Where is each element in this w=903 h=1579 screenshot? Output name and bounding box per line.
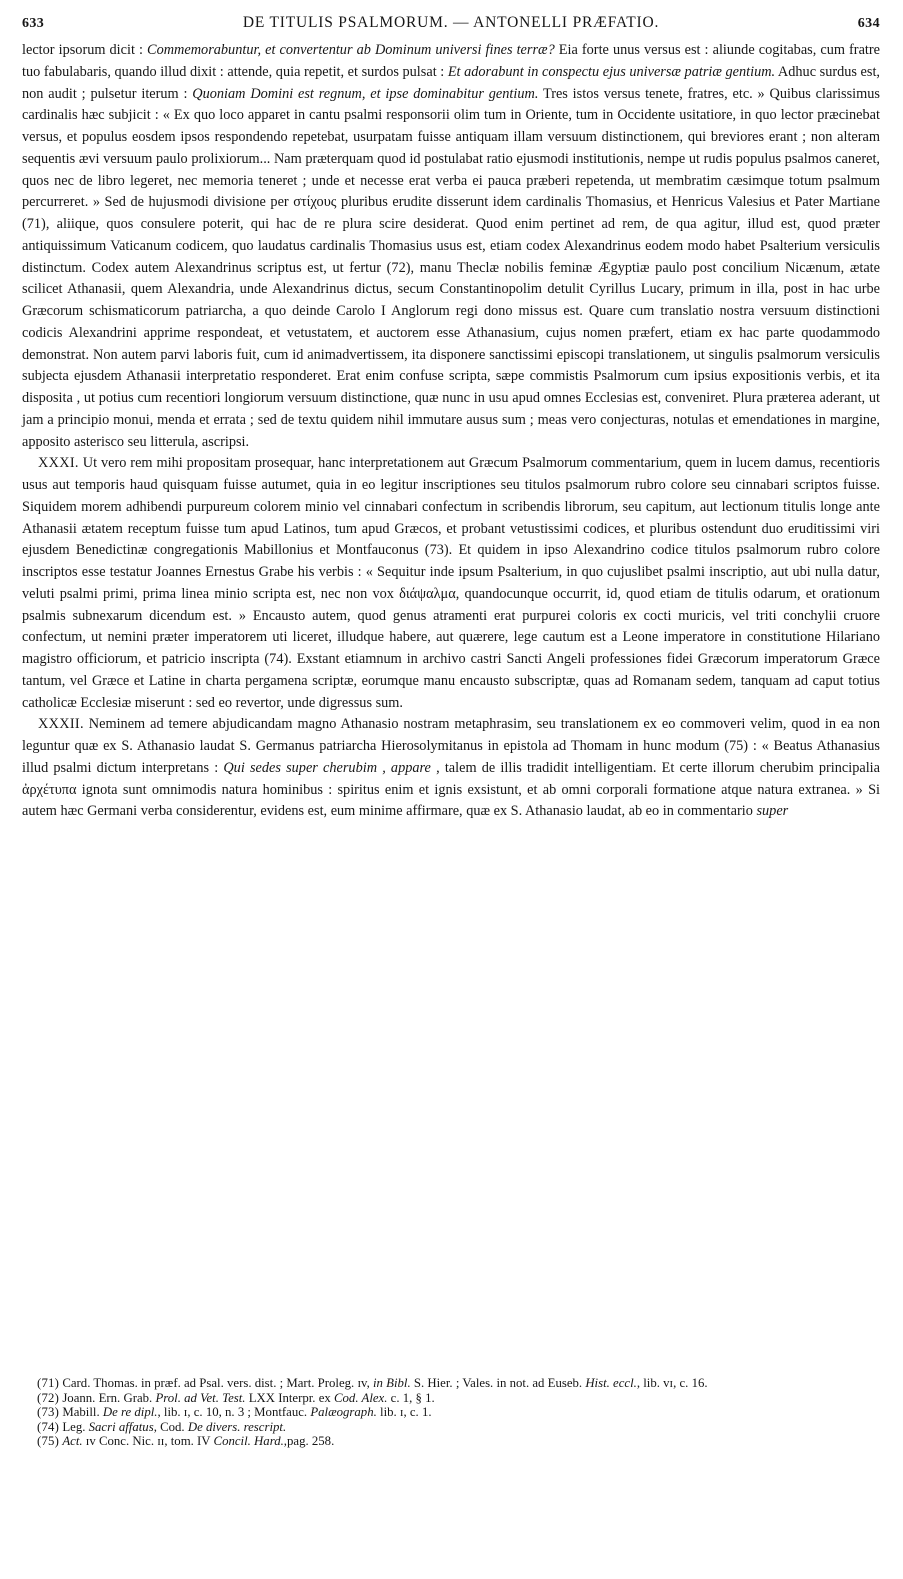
italic-title: Palæograph.: [310, 1405, 377, 1420]
footnote-number: (73): [37, 1405, 60, 1420]
footnote-number: (75): [37, 1434, 60, 1449]
italic-title: in Bibl.: [372, 1376, 411, 1390]
italic-quotation: Quoniam Domini est regnum, et ipse dominabitur gentium.: [192, 85, 539, 102]
text-run: Ut vero rem mihi propositam prosequar, hanc interpretationem aut Græcum Psalmorum commentarium, quem in lucem damus, recentioris usus aut temporis haud quisquam fuisse autumet, quia in eo legitur inscriptiones seu titulos psalmorum rubro colore seu cinnabari scriptos fuisse. Siquidem morem adhibendi purpureum colorem minio vel cinnabari confectum in scribendis librorum, seu capitum, aut lectionum titulis longe ante Athanasii ætatem receptum fuisse tum apud Latinos, tum apud Græcos, et probant vetustissimi codices, et pluribus ostendunt duo eruditissimi viri ejusdem Benedictinæ congregationis Mabillonius et Montfauconus (73). Et quidem in ipso Alexandrino codice titulos psalmorum rubro colore inscriptos esse testatur Joannes Ernestus Grabe his verbis : « Sequitur inde ipsum Psalterium, in quo cujuslibet psalmi inscriptio, aut ubi nulla datur, veluti psalmi primi, prima linea minio scripta est, nec non vox διάψαλμα, quandocunque occurrit, id, quod etiam de titulis odarum, et orationum psalmis subnexarum dicendum est. » Encausto autem, quod genus atramenti erat purpurei coloris ex cocti muricis, vel triti conchylii cruore confectum, ut nemini præter imperatorem uti liceret, illudque habere, aut quærere, lege cautum est a Leone imperatore in constitutione Hilariano magistro officiorum, et patricio inscripta (74). Exstant etiamnum in archivo castri Sancti Angeli professiones fidei Græcorum imperatorum Græce tantum, vel Græce et Latine in charta pergamena scriptæ, eorumque manu encausto subscriptæ, quas ad Romanam sedem, tanquam ad caput totius catholicæ Ecclesiæ miserunt : sed eo revertor, unde digressus sum.: [22, 455, 880, 711]
italic-title: De re dipl.: [102, 1405, 158, 1420]
footnotes: [22, 1376, 880, 1449]
text-run: Tres istos versus tenete, fratres, etc. » Quibus clarissimus cardinalis hæc subjicit : « Ex quo loco apparet in cantu psalmi responsorii olim tum in Oriente, tum in Occidente usitatiore, in quo lector præcinebat versus, et populus eosdem ipsos respondendo repetebat, usurpatam fuisse antiquam illam versuum distinctionem, qui breviores erant ; non alteram sequentis ævi versuum paulo prolixiorum... Nam præterquam quod id postulabat ratio ejusmodi institutionis, nempe ut rudis populus psalmos caneret, quos nec de libro legeret, nec memoria teneret ; unde et necesse erat verba ei pauca præberi repetenda, ut membratim cæsimque totum psalmum percurreret. » Sed de hujusmodi divisione per στίχους pluribus erudite disserunt idem cardinalis Thomasius, et Henricus Valesius et Pater Martiane (71), aliique, quos consulere poterit, qui hac de re plura scire desiderat. Quod enim pertinet ad rem, de qua agitur, illud est, quod præter antiquissimum Vaticanum codicem, quo laudatus cardinalis Thomasius usus est, etiam codex Alexandrinus eodem modo habet Psalterium versiculis distinctum. Codex autem Alexandrinus scriptus est, ut fertur (72), manu Theclæ nobilis feminæ Ægyptiæ paulo post concilium Nicænum, ætate scilicet Athanasii, quem Alexandria, unde Alexandrinus dictus, secum Constantinopolim detulit Cyrillus Lucary, primum in illa, post in hac urbe Græcorum schismaticorum patriarcha, a quo deinde Carolo I Anglorum regi dono missus est. Quare cum translatio nostra versuum distinctioni codicis Alexandrini apprime respondeat, et vetustatem, et auctorem esse Athanasium, cujus nomen præfert, etiam ex hac parte quodammodo demonstrat. Non autem parvi laboris fuit, cum id animadvertissem, ita disponere sanctissimi episcopi translationem, ut singulis psalmorum versiculis subjecta ejusdem Athanasii interpretatio responderet. Erat enim confuse scripta, sæpe commistis Psalmorum cum ipsius expositionis verbis, et ita disposita , ut potius cum recentiori longiorum versuum distinctione, quæ nunc in usu apud omnes Ecclesias est, conveniret. Plura præterea aderant, ut jam a principio monui, menda et errata ; sed de textu quidem nihil immutare ausus sum ; meas vero conjecturas, notulas et emendationes in margine, apposito asterisco seu litterula, ascripsi.: [22, 85, 880, 450]
footnote-number: (74): [37, 1419, 60, 1434]
text-run: Joann. Ern. Grab.: [62, 1390, 156, 1405]
text-run: ɪv Conc. Nic. ɪɪ, tom. IV: [82, 1434, 214, 1449]
text-run: Mabill.: [62, 1405, 103, 1420]
italic-title: Hist. eccl.: [585, 1376, 637, 1390]
italic-title: Act.: [62, 1434, 83, 1449]
section-number: XXXII.: [38, 716, 84, 733]
footnote-72: [22, 1391, 880, 1406]
italic-title: Prol. ad Vet. Test.: [155, 1390, 246, 1405]
italic-title: Sacri affatus: [88, 1419, 154, 1434]
italic-quotation: Et adorabunt in conspectu ejus universæ patriæ gentium.: [447, 63, 776, 80]
running-title: DE TITULIS PSALMORUM. — ANTONELLI PRÆFATIO.: [242, 14, 660, 31]
footnote-number: (71): [37, 1376, 60, 1390]
text-run: , lib. vɪ, c. 16.: [636, 1376, 708, 1390]
text-run: Card. Thomas. in præf. ad Psal. vers. dist. ; Mart. Proleg. ɪv,: [62, 1376, 373, 1390]
section-number: XXXI.: [38, 455, 79, 472]
paragraph-xxxi: [22, 453, 880, 714]
text-run: c. 1, § 1.: [387, 1390, 435, 1405]
footnote-75: [22, 1434, 880, 1449]
text-run: lib. ɪ, c. 1.: [376, 1405, 432, 1420]
footnote-71: [22, 1376, 880, 1391]
document-page: [22, 14, 880, 1564]
main-text: [22, 40, 880, 823]
right-page-number: 634: [857, 16, 880, 31]
left-page-number: 633: [22, 16, 45, 31]
text-run: Neminem ad temere abjudicandam magno Athanasio nostram metaphrasim, seu translationem ex eo commoveri velim, quod in ea non leguntur quæ ex S. Athanasio laudat S. Germanus patriarcha Hierosolymitanus in epistola ad Thomam in hunc modum (75) : « Beatus Athanasius illud psalmi dictum interpretans :: [22, 716, 880, 776]
italic-title: De divers. rescript.: [187, 1419, 287, 1434]
italic-title: Cod. Alex.: [334, 1390, 388, 1405]
text-run: Leg.: [62, 1419, 89, 1434]
italic-quotation: Qui sedes super cherubim , appare: [223, 759, 431, 776]
text-run: , Cod.: [153, 1419, 188, 1434]
footnote-number: (72): [37, 1390, 60, 1405]
italic-word: super: [756, 803, 789, 820]
italic-quotation: Commemorabuntur, et convertentur ab Dominum universi fines terræ?: [147, 42, 555, 58]
italic-title: Concil. Hard.: [213, 1434, 284, 1449]
text-run: LXX Interpr. ex: [245, 1390, 334, 1405]
text-run: Eia forte unus versus est : aliunde cogitabas, cum fratre tuo fabulabaris, quando illud dixit : attende, quia repetit, et surdos pulsat :: [22, 42, 880, 80]
running-header: [22, 14, 880, 38]
footnote-74: [22, 1420, 880, 1435]
paragraph-continuation: [22, 40, 880, 453]
footnote-73: [22, 1405, 880, 1420]
text-run: Adhuc surdus est, non audit ; pulsetur iterum :: [22, 63, 881, 102]
text-run: , talem de illis tradidit intelligentiam. Et certe illorum cherubim principalia ἀρχέτυπα ignota sunt omnimodis natura hominibus : spiritus enim et ignis exsistunt, et ab omni corporali formatione atque natura extranea. » Si autem hæc Germani verba considerentur, evidens est, eum minime affirmare, quæ ex S. Athanasio laudat, ab eo in commentario: [22, 759, 881, 820]
text-run: , lib. ɪ, c. 10, n. 3 ; Montfauc.: [157, 1405, 311, 1420]
text-run: lector ipsorum dicit :: [22, 42, 148, 58]
paragraph-xxxii: [22, 714, 880, 823]
text-run: ,pag. 258.: [283, 1434, 335, 1449]
text-run: S. Hier. ; Vales. in not. ad Euseb.: [410, 1376, 586, 1390]
